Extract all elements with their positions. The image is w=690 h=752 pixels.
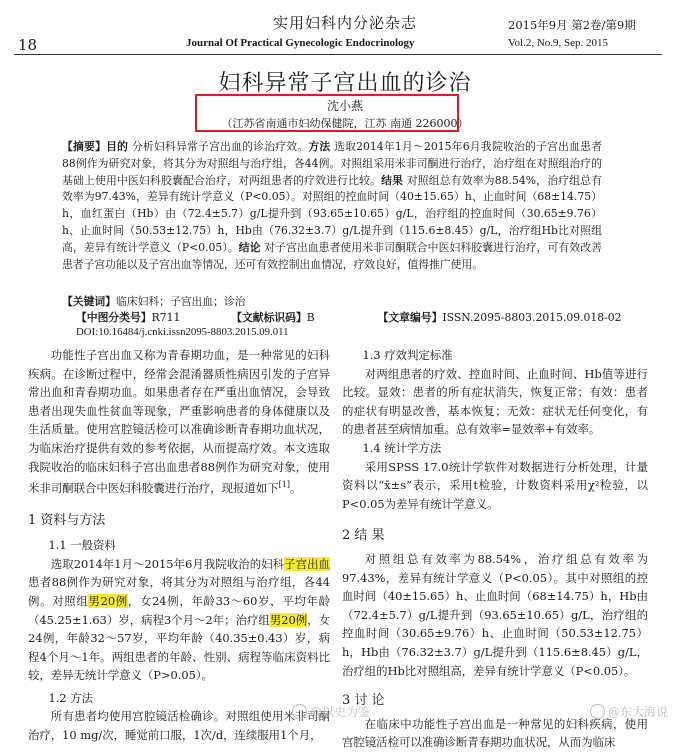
classification-row	[76, 310, 622, 325]
issue-info-en: Vol.2, No.9, Sep. 2015	[508, 37, 609, 49]
section-1-heading: 1 资料与方法	[28, 512, 106, 528]
intro-end: 。	[289, 480, 302, 495]
intro-paragraph	[28, 346, 330, 498]
page-number: 18	[18, 36, 38, 54]
abstract-method: 选取2014年1月～2015年6月我院收治的子宫出血患者88例作为研究对象，将其分为对照组与治疗组，各44例。对照组采用米非司酮进行治疗，治疗组在对照组治疗的基础上使用中医妇科胶囊配合治疗，对两组患者的疗效进行比较。	[62, 140, 603, 187]
abstract-conclusion: 对子宫出血患者使用米非司酮联合中医妇科胶囊进行治疗，可有效改善患者子宫功能以及子宫出血等情况，还可有效控制出血情况，疗效良好，值得推广使用。	[62, 240, 603, 271]
article-title: 妇科异常子宫出血的诊治	[218, 71, 472, 96]
p11-text-a: 选取2014年1月～2015年6月我院收治的妇科	[50, 556, 285, 571]
keywords-label: 【关键词】	[62, 295, 116, 308]
right-column	[342, 346, 648, 752]
author-affiliation: （江苏省南通市妇幼保健院，江苏 南通 226000）	[221, 117, 469, 130]
intro-reference[interactable]: [1]	[278, 480, 290, 490]
clc-value: R711	[151, 311, 181, 324]
clc-label: 【中图分类号】	[76, 311, 152, 324]
section-1-2-heading: 1.2 方法	[48, 690, 94, 705]
watermark-left: @以史为鉴	[310, 705, 371, 719]
conclusion-label: 结论	[238, 240, 261, 254]
section-1-4-paragraph: 采用SPSS 17.0统计学软件对数据进行分析处理，计量资料以“x̄±s”表示，采用t检验，计数资料采用χ²检验，以P<0.05为差异有统计学意义。	[342, 459, 648, 511]
keywords-text: 临床妇科；子宫出血；诊治	[115, 295, 246, 308]
abstract-result: 对照组总有效率为88.54%，治疗组总有效率为97.43%，差异有统计学意义（P<0.05）。对照组的控血时间（40±15.65）h、止血时间（68±14.75）h，血红蛋白（Hb）由（72.4±5.7）g/L提升到（93.65±10.65）g/L，治疗组的控血时间（30.65±9.76）h、止血时间（50.53±12.75）h，Hb由（76.32±3.7）g/L提升到（115.6±8.45）g/L，治疗组Hb比对照组高，差异有统计学意义（P<0.05）。	[62, 173, 603, 254]
highlight-uterine-bleeding: 子宫出血	[284, 556, 330, 571]
article-number-label: 【文章编号】	[377, 311, 443, 324]
article-number-value: ISSN.2095-8803.2015.09.018-02	[442, 311, 622, 324]
p11-text-b: 患者88例作为研究对象，将其分为对照组与治疗组，各44例。对照组	[28, 575, 330, 608]
section-1-1-heading: 1.1 一般资料	[48, 538, 116, 553]
section-3-heading: 3 讨 论	[342, 693, 385, 709]
section-1-4-heading: 1.4 统计学方法	[362, 440, 442, 455]
keywords	[62, 294, 246, 309]
abstract-label: 【摘要】目的	[62, 140, 129, 153]
intro-text: 功能性子宫出血又称为青春期功血，是一种常见的妇科疾病。在诊断过程中，经常会混淆器质性病因引发的子宫异常出血和青春期功血。如果患者存在严重出血情况，会导致患者出现失血性贫血等现象，严重影响患者的身体健康以及生活质量。使用宫腔镜活检可以准确诊断青春期功血状况，为临床治疗提供有效的参考依据，从而提高疗效。本文选取我院收治的临床妇科子宫出血患者88例作为研究对象，使用米非司酮联合中医妇科胶囊进行治疗，现报道如下	[28, 348, 330, 495]
section-2-paragraph: 对照组总有效率为88.54%，治疗组总有效率为97.43%，差异有统计学意义（P<0.05）。其中对照组的控血时间（40±15.65）h、止血时间（68±14.75）h，Hb由（72.4±5.7）g/L提升到（93.65±10.65）g/L，治疗组的控血时间（30.65±9.76）h、止血时间（50.53±12.75）h，Hb由（76.32±3.7）g/L提升到（115.6±8.45）g/L，治疗组的Hb比对照组高，差异有统计学意义（P<0.05）。	[342, 551, 648, 678]
doi: DOI:10.16484/j.cnki.issn2095-8803.2015.09.011	[76, 326, 289, 338]
highlight-control-male: 男20例	[88, 593, 128, 608]
doc-code-value: B	[306, 311, 315, 324]
section-2-heading: 2 结 果	[342, 528, 385, 544]
p11-text-d: ，女24例，年龄32～57岁，平均年龄（40.35±0.43）岁，病程4个月～1年。两组患者的年龄、性别、病程等临床资料比较，差异无统计学意义（P>0.05）。	[28, 612, 330, 683]
abstract	[62, 139, 602, 273]
section-1-2-paragraph: 所有患者均使用宫腔镜活检确诊。对照组使用米非司酮治疗，10 mg/次，睡觉前口服，1次/d，连续服用1个月，	[28, 709, 330, 743]
result-label: 结果	[381, 173, 404, 187]
p11-text-c: ，女24例，年龄33～60岁，平均年龄（45.25±1.63）岁，病程3个月～2年；治疗组	[28, 593, 330, 627]
journal-title-cn: 实用妇科内分泌杂志	[272, 14, 417, 32]
section-1-3-heading: 1.3 疗效判定标准	[362, 348, 453, 362]
header-rule	[14, 54, 662, 55]
journal-title-en: Journal Of Practical Gynecologic Endocrinology	[186, 37, 415, 49]
issue-info-cn: 2015年9月 第2卷/第9期	[508, 18, 636, 32]
section-1-1-paragraph	[28, 555, 330, 685]
doc-code-label: 【文献标识码】	[231, 311, 307, 324]
left-column	[28, 346, 330, 745]
highlight-treatment-male: 男20例	[269, 612, 308, 627]
author-name: 沈小燕	[326, 99, 363, 113]
section-1-3-paragraph: 对两组患者的疗效、控血时间、止血时间、Hb值等进行比较。显效：患者的所有症状消失，恢复正常；有效：患者的症状有明显改善，基本恢复；无效：症状无任何变化，有的患者甚至病情加重。总有效率=显效率+有效率。	[342, 366, 648, 437]
watermark-right: @东大海说	[608, 705, 669, 719]
weibo-logo-icon	[292, 704, 307, 719]
section-3-paragraph: 在临床中功能性子宫出血是一种常见的妇科疾病，使用宫腔镜活检可以准确诊断青春期功血状况，从而为临床	[342, 716, 648, 750]
method-label: 方法	[308, 140, 331, 153]
weibo-logo-icon-2	[590, 704, 605, 719]
abstract-aim: 分析妇科异常子宫出血的诊治疗效。	[128, 140, 309, 153]
